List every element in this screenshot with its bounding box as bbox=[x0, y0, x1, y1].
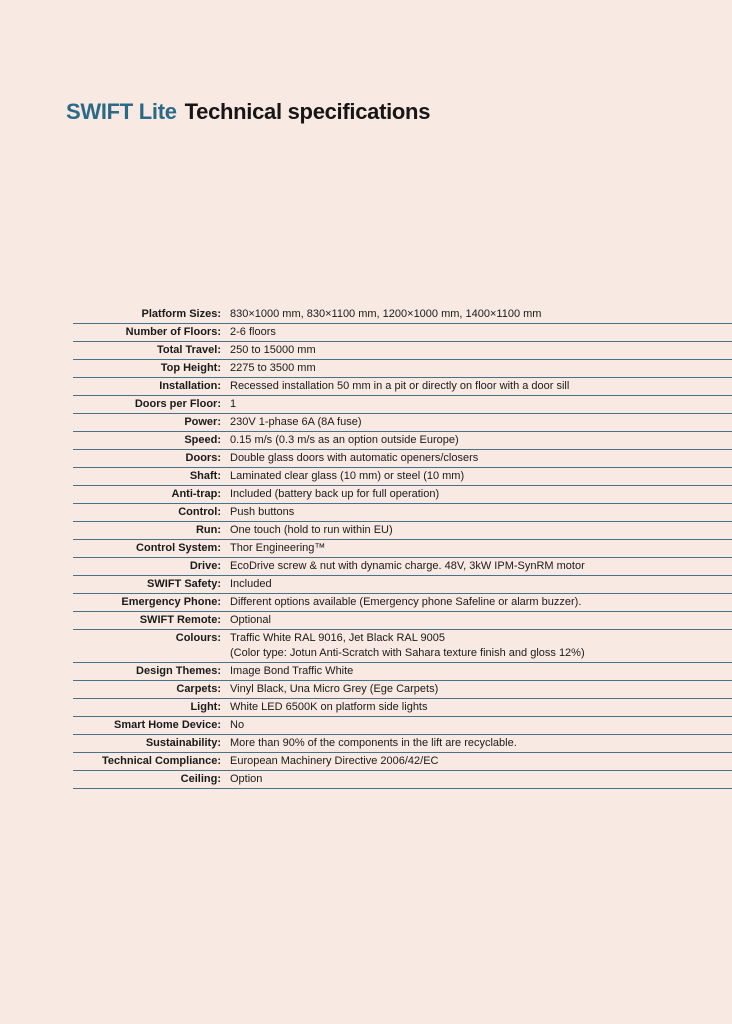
spec-row bbox=[73, 522, 732, 540]
spec-value bbox=[230, 735, 732, 752]
spec-label: SWIFT Remote: bbox=[139, 614, 221, 626]
spec-value-line: Vinyl Black, Una Micro Grey (Ege Carpets) bbox=[230, 683, 439, 695]
spec-row bbox=[73, 594, 732, 612]
spec-label: Number of Floors: bbox=[125, 326, 221, 338]
spec-label: Run: bbox=[195, 524, 221, 536]
spec-value-line: Included (battery back up for full operation) bbox=[230, 488, 440, 500]
spec-row bbox=[73, 450, 732, 468]
spec-label: Shaft: bbox=[189, 470, 221, 482]
spec-value-line: No bbox=[230, 719, 245, 731]
spec-value bbox=[230, 432, 732, 449]
spec-value-line: Optional bbox=[230, 614, 271, 626]
spec-row bbox=[73, 717, 732, 735]
spec-value-line: 830×1000 mm, 830×1100 mm, 1200×1000 mm, 1400×1100 mm bbox=[230, 308, 542, 320]
spec-label: Drive: bbox=[189, 560, 221, 572]
spec-row bbox=[73, 630, 732, 663]
spec-value bbox=[230, 612, 732, 629]
spec-label: SWIFT Safety: bbox=[147, 578, 221, 590]
spec-value bbox=[230, 630, 732, 662]
spec-row bbox=[73, 396, 732, 414]
spec-label: Doors: bbox=[185, 452, 221, 464]
spec-row bbox=[73, 576, 732, 594]
spec-value bbox=[230, 594, 732, 611]
spec-row bbox=[73, 432, 732, 450]
spec-value bbox=[230, 450, 732, 467]
spec-value-line: Thor Engineering™ bbox=[230, 542, 326, 554]
spec-label: Speed: bbox=[184, 434, 221, 446]
spec-value-line: Different options available (Emergency phone Safeline or alarm buzzer). bbox=[230, 596, 582, 608]
spec-value-line: Double glass doors with automatic openers/closers bbox=[230, 452, 479, 464]
spec-value-line: One touch (hold to run within EU) bbox=[230, 524, 393, 536]
spec-value bbox=[230, 540, 732, 557]
spec-value bbox=[230, 522, 732, 539]
spec-value bbox=[230, 486, 732, 503]
spec-row bbox=[73, 504, 732, 522]
spec-label: Sustainability: bbox=[145, 737, 221, 749]
spec-label: Control: bbox=[178, 506, 221, 518]
spec-value bbox=[230, 558, 732, 575]
spec-label: Emergency Phone: bbox=[121, 596, 221, 608]
spec-table bbox=[73, 306, 732, 789]
spec-value-line: More than 90% of the components in the lift are recyclable. bbox=[230, 737, 517, 749]
spec-row bbox=[73, 735, 732, 753]
spec-row bbox=[73, 753, 732, 771]
spec-label: Smart Home Device: bbox=[114, 719, 221, 731]
spec-row bbox=[73, 414, 732, 432]
spec-row bbox=[73, 486, 732, 504]
spec-value-line: 1 bbox=[230, 398, 237, 410]
spec-label: Ceiling: bbox=[180, 773, 221, 785]
spec-value bbox=[230, 504, 732, 521]
spec-row bbox=[73, 360, 732, 378]
spec-row bbox=[73, 378, 732, 396]
spec-value bbox=[230, 468, 732, 485]
spec-row bbox=[73, 612, 732, 630]
spec-value bbox=[230, 681, 732, 698]
spec-value-line: Option bbox=[230, 773, 263, 785]
spec-label: Doors per Floor: bbox=[134, 398, 221, 410]
spec-value-line: Laminated clear glass (10 mm) or steel (10 mm) bbox=[230, 470, 465, 482]
spec-value-line: 250 to 15000 mm bbox=[230, 344, 316, 356]
spec-value-line: 230V 1-phase 6A (8A fuse) bbox=[230, 416, 362, 428]
spec-value-line: 2-6 floors bbox=[230, 326, 276, 338]
spec-value-line: Traffic White RAL 9016, Jet Black RAL 9005 bbox=[230, 632, 446, 644]
spec-row bbox=[73, 663, 732, 681]
spec-label: Light: bbox=[190, 701, 221, 713]
spec-value bbox=[230, 576, 732, 593]
spec-label: Platform Sizes: bbox=[141, 308, 221, 320]
spec-row bbox=[73, 342, 732, 360]
spec-value bbox=[230, 771, 732, 788]
page-title bbox=[66, 99, 430, 125]
spec-value-line: European Machinery Directive 2006/42/EC bbox=[230, 755, 439, 767]
spec-value-line: EcoDrive screw & nut with dynamic charge. 48V, 3kW IPM-SynRM motor bbox=[230, 560, 585, 572]
spec-label: Anti-trap: bbox=[171, 488, 221, 500]
spec-label: Carpets: bbox=[176, 683, 221, 695]
spec-value bbox=[230, 306, 732, 323]
spec-label: Top Height: bbox=[160, 362, 221, 374]
section-title: Technical specifications bbox=[184, 99, 431, 124]
spec-value bbox=[230, 342, 732, 359]
spec-value bbox=[230, 414, 732, 431]
spec-row bbox=[73, 468, 732, 486]
spec-row bbox=[73, 771, 732, 789]
spec-value-line: 2275 to 3500 mm bbox=[230, 362, 316, 374]
spec-value-line: 0.15 m/s (0.3 m/s as an option outside Europe) bbox=[230, 434, 459, 446]
brand-name: SWIFT Lite bbox=[66, 99, 177, 124]
spec-row bbox=[73, 699, 732, 717]
spec-value bbox=[230, 753, 732, 770]
spec-value-line: Image Bond Traffic White bbox=[230, 665, 354, 677]
spec-value-line: White LED 6500K on platform side lights bbox=[230, 701, 428, 713]
spec-row bbox=[73, 540, 732, 558]
spec-label: Power: bbox=[184, 416, 221, 428]
spec-label: Technical Compliance: bbox=[102, 755, 221, 767]
spec-value bbox=[230, 663, 732, 680]
spec-value bbox=[230, 360, 732, 377]
spec-value-line: Included bbox=[230, 578, 272, 590]
spec-value bbox=[230, 324, 732, 341]
spec-label: Total Travel: bbox=[157, 344, 221, 356]
spec-value-line: (Color type: Jotun Anti-Scratch with Sahara texture finish and gloss 12%) bbox=[230, 647, 585, 659]
spec-label: Control System: bbox=[136, 542, 221, 554]
spec-row bbox=[73, 324, 732, 342]
spec-label: Design Themes: bbox=[136, 665, 221, 677]
spec-row bbox=[73, 681, 732, 699]
spec-value bbox=[230, 396, 732, 413]
spec-label: Installation: bbox=[159, 380, 221, 392]
spec-label: Colours: bbox=[175, 632, 221, 644]
spec-value-line: Push buttons bbox=[230, 506, 295, 518]
spec-value bbox=[230, 699, 732, 716]
spec-row bbox=[73, 558, 732, 576]
spec-row bbox=[73, 306, 732, 324]
spec-value bbox=[230, 717, 732, 734]
spec-value-line: Recessed installation 50 mm in a pit or directly on floor with a door sill bbox=[230, 380, 570, 392]
spec-value bbox=[230, 378, 732, 395]
